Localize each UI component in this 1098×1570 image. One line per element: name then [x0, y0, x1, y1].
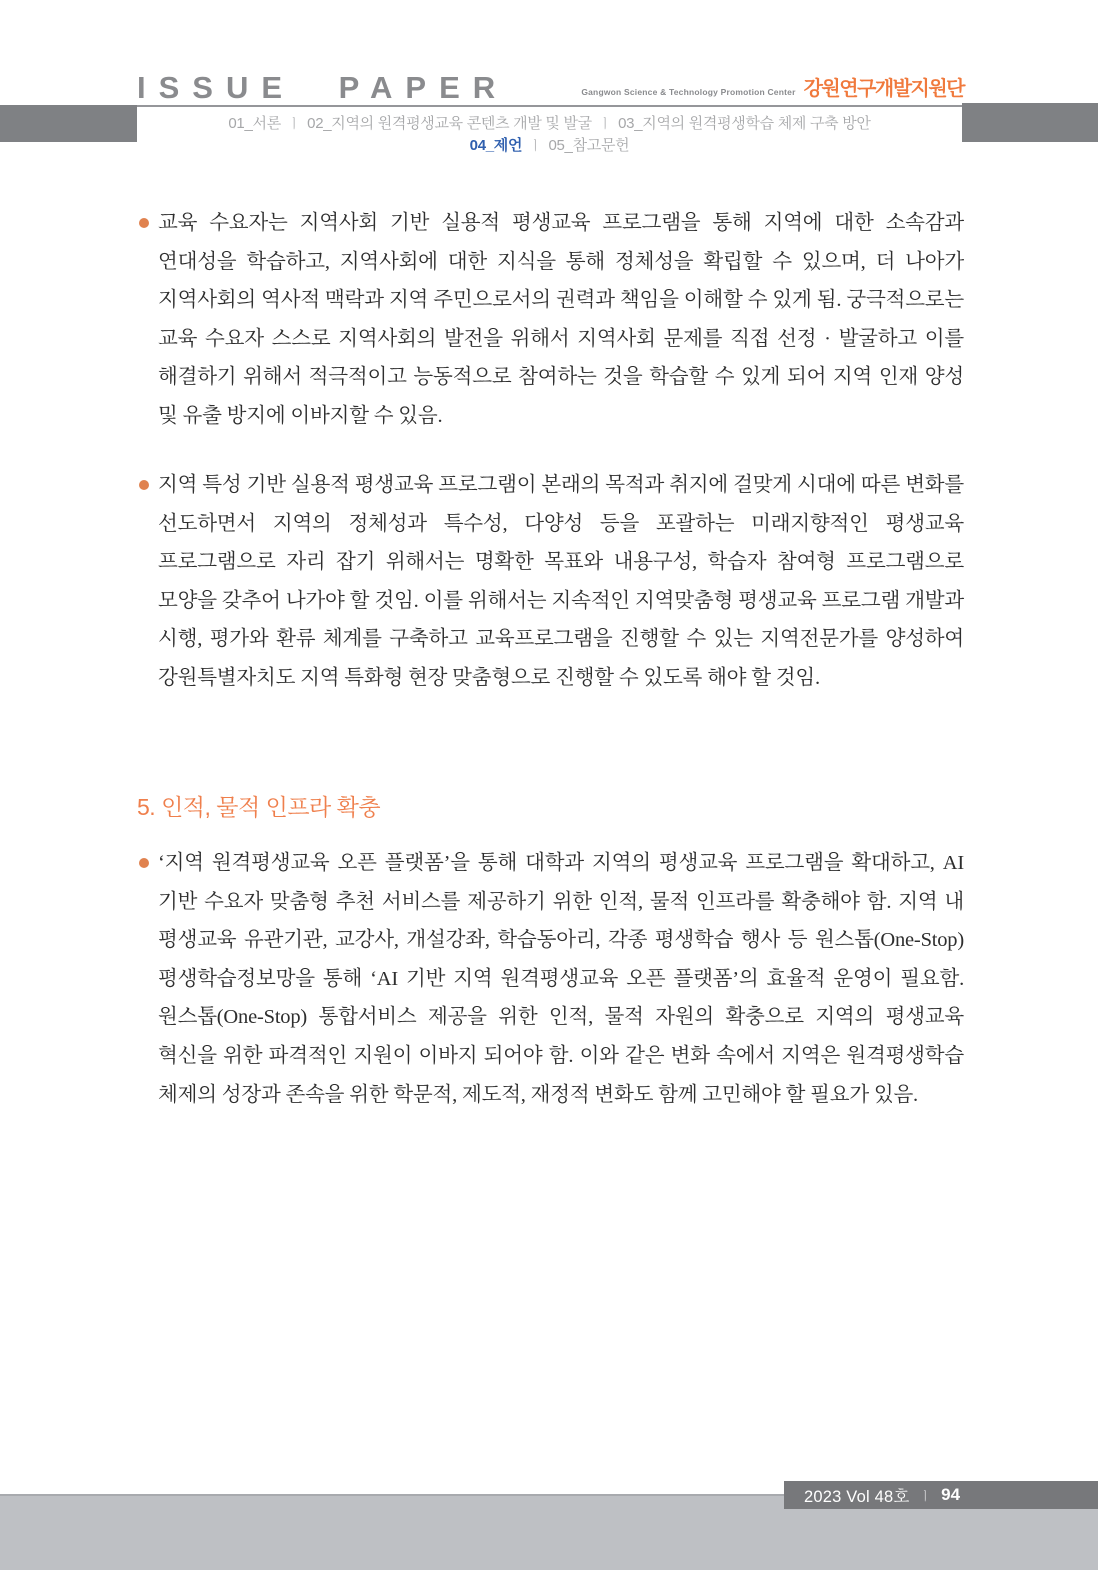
bullet-dot-icon	[139, 218, 149, 228]
bullet-paragraph	[137, 204, 964, 436]
footer-separator: ㅣ	[919, 1488, 932, 1503]
section-heading: 5. 인적, 물적 인프라 확충	[137, 794, 381, 820]
nav-separator: ㅣ	[598, 116, 612, 131]
nav-item-03: 03_지역의 원격평생학습 체제 구축 방안	[618, 115, 871, 132]
paragraph-text: ‘지역 원격평생교육 오픈 플랫폼’을 통해 대학과 지역의 평생교육 프로그램을 확대하고, AI 기반 수요자 맞춤형 추천 서비스를 제공하기 위한 인적, 물적 인프라를 확충해야 함. 지역 내 평생교육 유관기관, 교강사, 개설강좌, 학습동아리, 각종 평생학습 행사 등 원스톱(One-Stop) 평생학습정보망을 통해 ‘AI 기반 지역 원격평생교육 오픈 플랫폼’의 효율적 운영이 필요함. 원스톱(One-Stop) 통합서비스 제공을 위한 인적, 물적 자원의 확충으로 지역의 평생교육 혁신을 위한 파격적인 지원이 이바지 되어야 함. 이와 같은 변화 속에서 지역은 원격평생학습 체제의 성장과 존속을 위한 학문적, 제도적, 재정적 변화도 함께 고민해야 할 필요가 있음.	[158, 852, 964, 1106]
bullet-dot-icon	[139, 480, 149, 490]
nav-item-04-active: 04_제언	[469, 137, 523, 154]
organization-brand	[581, 72, 964, 101]
chapter-nav	[137, 113, 962, 157]
header-rule	[0, 105, 1098, 107]
footer-page-number: 94	[941, 1485, 961, 1504]
chapter-nav-line1	[137, 113, 962, 135]
nav-item-01: 01_서론	[228, 115, 281, 132]
nav-separator: ㅣ	[529, 138, 542, 153]
organization-name-korean: 강원연구개발지원단	[803, 78, 964, 100]
organization-name-english: Gangwon Science & Technology Promotion Center	[581, 87, 796, 97]
chapter-nav-line2	[137, 135, 962, 157]
paragraph-text: 지역 특성 기반 실용적 평생교육 프로그램이 본래의 목적과 취지에 걸맞게 시대에 따른 변화를 선도하면서 지역의 정체성과 특수성, 다양성 등을 포괄하는 미래지향적인 평생교육 프로그램으로 자리 잡기 위해서는 명확한 목표와 내용구성, 학습자 참여형 프로그램으로 모양을 갖추어 나가야 할 것임. 이를 위해서는 지속적인 지역맞춤형 평생교육 프로그램 개발과 시행, 평가와 환류 체계를 구축하고 교육프로그램을 진행할 수 있는 지역전문가를 양성하여 강원특별자치도 지역 특화형 현장 맞춤형으로 진행할 수 있도록 해야 할 것임.	[158, 474, 964, 689]
bullet-paragraph	[137, 844, 964, 1114]
nav-item-05: 05_참고문헌	[548, 137, 630, 154]
masthead-title: ISSUE PAPER	[137, 70, 509, 105]
paragraph-text: 교육 수요자는 지역사회 기반 실용적 평생교육 프로그램을 통해 지역에 대한 소속감과 연대성을 학습하고, 지역사회에 대한 지식을 통해 정체성을 확립할 수 있으며, 더 나아가 지역사회의 역사적 맥락과 지역 주민으로서의 권력과 책임을 이해할 수 있게 됨. 궁극적으로는 교육 수요자 스스로 지역사회의 발전을 위해서 지역사회 문제를 직접 선정 · 발굴하고 이를 해결하기 위해서 적극적이고 능동적으로 참여하는 것을 학습할 수 있게 되어 지역 인재 양성 및 유출 방지에 이바지할 수 있음.	[158, 212, 964, 427]
nav-item-02: 02_지역의 원격평생교육 콘텐츠 개발 및 발굴	[307, 115, 592, 132]
footer-bar	[784, 1481, 1098, 1509]
header-block-right	[962, 103, 1098, 142]
bullet-dot-icon	[139, 858, 149, 868]
bullet-paragraph	[137, 466, 964, 698]
nav-separator: ㅣ	[287, 116, 301, 131]
header-block-left	[0, 105, 137, 142]
footer-issue-label: 2023 Vol 48호	[804, 1488, 910, 1506]
